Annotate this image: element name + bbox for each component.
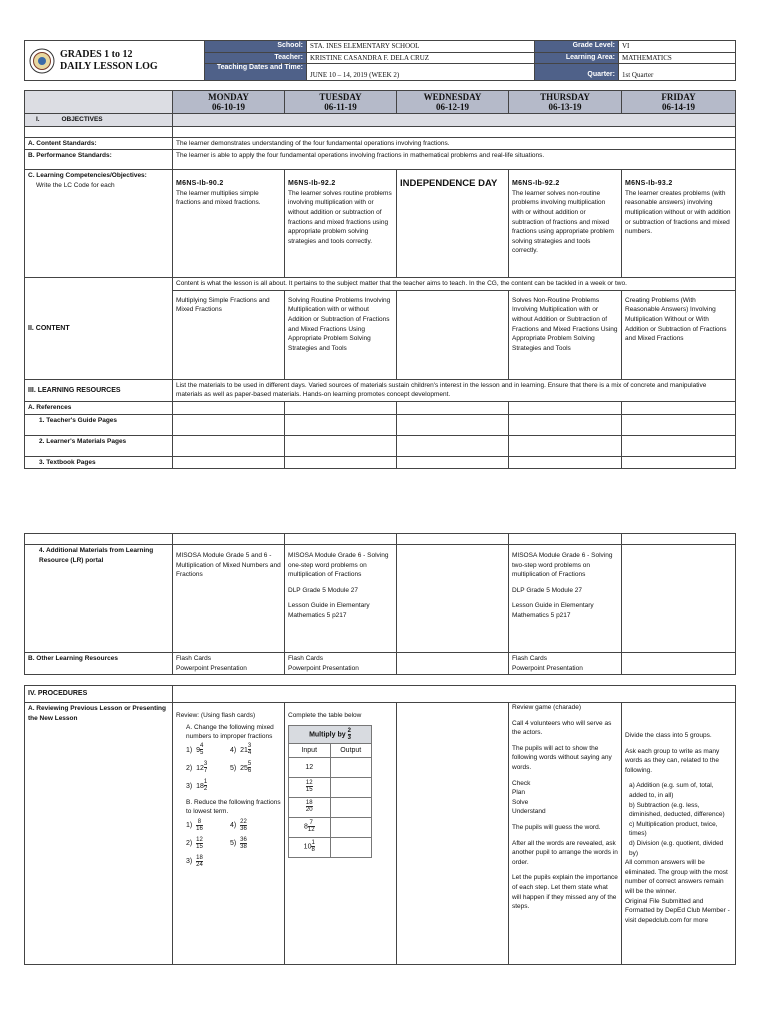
independence-day: INDEPENDENCE DAY [397, 170, 509, 278]
performance-standards-label: B. Performance Standards: [25, 150, 173, 170]
area-label: Learning Area: [535, 53, 619, 64]
lesson-table-page-1 [24, 90, 736, 469]
competencies-cell [25, 170, 173, 278]
day-head-thursday: THURSDAY 06-13-19 [509, 91, 622, 114]
day-head-friday: FRIDAY 06-14-19 [622, 91, 736, 114]
textbook-pages-label: 3. Textbook Pages [25, 456, 173, 469]
area-value: MATHEMATICS [619, 53, 736, 64]
day-head-wednesday: WEDNESDAY 06-12-19 [397, 91, 509, 114]
procedures-table [24, 685, 736, 965]
input-row: 12 [289, 757, 331, 777]
additional-materials-label: 4. Additional Materials from Learning Resource (LR) portal [25, 545, 173, 653]
input-row: 10 $\frac{1}{8}$ [289, 837, 331, 857]
other-thursday: Flash Cards Powerpoint Presentation [509, 653, 622, 675]
competencies-label: C. Learning Competencies/Objectives: [28, 172, 147, 180]
performance-standards-text: The learner is able to apply the four fundamental operations involving fractions in mathematical problems and real-life situations. [173, 150, 736, 170]
content-thursday: Solves Non-Routine Problems Involving Multiplication with or without Addition or Subtraction of Fractions and Mixed Fractions Using Appropriate Problem Solving Strategies and Tools [509, 290, 622, 379]
procedures-heading: IV. PROCEDURES [25, 686, 173, 703]
review-friday: Divide the class into 5 groups. Ask each group to write as many words as they can, related to the following. a) Addition (e.g. sum of, total, added to, in all) b) Subtraction (e.g. less, diminished, deducted, difference) c) Multiplication product, twice, times) d) Division (e.g. quotient, divided by) All common answers will be eliminated. The group with the most number of correct answers remain will be the winner. Original File Submitted and Formatted by DepEd Club Member - visit depedclub.com for more [622, 703, 736, 965]
output-header: Output [330, 743, 372, 757]
resources-note: List the materials to be used in different days. Varied sources of materials sustain children's interest in the lesson and in learning. Ensure that there is a mix of concrete and manipulative materials as well as paper-based materials. Hands-on learning promotes concept development. [173, 379, 736, 401]
resources-heading: III. LEARNING RESOURCES [25, 379, 173, 401]
input-row: $\frac{12}{15}$ [289, 777, 331, 797]
review-thursday: Review game (charade) Call 4 volunteers who will serve as the actors. The pupils will act to show the following words without saying any words. Check Plan Solve Understand The pupils will guess the word. After all the words are revealed, ask another pupil to arrange the words in order. Let the pupils explain the importance of each step. Let them state what will happen if they missed any of the steps. [509, 703, 622, 965]
content-wednesday [397, 290, 509, 379]
deped-seal-icon [29, 48, 55, 74]
header-logo-cell [25, 41, 205, 81]
multiply-table: Multiply by $\frac{2}{3}$ Input Output 12 $\frac{12}{15}$ $\frac{18}{20}$ 8 $\frac{7}{12}$ 10 $\frac{1}{8}$ [288, 725, 372, 858]
day-head-tuesday: TUESDAY 06-11-19 [285, 91, 397, 114]
school-label: School: [205, 41, 307, 53]
teacher-label: Teacher: [205, 53, 307, 64]
competencies-sub: Write the LC Code for each [36, 181, 115, 189]
title-line-1: GRADES 1 to 12 [60, 48, 133, 60]
other-resources-label: B. Other Learning Resources [25, 653, 173, 675]
quarter-label: Quarter: [535, 64, 619, 81]
content-heading: II. CONTENT [25, 278, 173, 380]
learners-materials-label: 2. Learner's Materials Pages [25, 435, 173, 456]
mixed-number-exercises: 1) 9 $\frac{4}{5}$ 4) 21 $\frac{3}{4}$ 2) 12 $\frac{3}{7}$ 5) 25 $\frac{5}{6}$ 3) 18 $\frac{1}{2}$ [186, 743, 252, 793]
objectives-heading: I. OBJECTIVES [25, 114, 173, 127]
title-line-2: DAILY LESSON LOG [60, 60, 158, 72]
teachers-guide-label: 1. Teacher's Guide Pages [25, 414, 173, 435]
input-row: 8 $\frac{7}{12}$ [289, 817, 331, 837]
school-value: STA. INES ELEMENTARY SCHOOL [307, 41, 535, 53]
corner-cell [25, 91, 173, 114]
grade-value: VI [619, 41, 736, 53]
competency-tuesday: M6NS-Ib-92.2 The learner solves routine problems involving multiplication with or without addition or subtraction of fractions and mixed fractions using appropriate problem solving strategies and tools correctly. [285, 170, 397, 278]
competency-monday: M6NS-Ib-90.2 The learner multiplies simple fractions and mixed fractions. [173, 170, 285, 278]
content-friday: Creating Problems (With Reasonable Answers) Involving Multiplication Without or With Addition or Subtraction of Fractions and Mixed Fractions [622, 290, 736, 379]
content-monday: Multiplying Simple Fractions and Mixed Fractions [173, 290, 285, 379]
other-monday: Flash Cards Powerpoint Presentation [173, 653, 285, 675]
competency-friday: M6NS-Ib-93.2 The learner creates problems (with reasonable answers) involving multiplication without or with addition or subtraction of fractions and mixed numbers. [622, 170, 736, 278]
dates-label: Teaching Dates and Time: [205, 64, 307, 81]
content-tuesday: Solving Routine Problems Involving Multiplication with or without Addition or Subtraction of Fractions and Mixed Fractions Using Appropriate Problem Solving Strategies and Tools [285, 290, 397, 379]
day-head-monday: MONDAY 06-10-19 [173, 91, 285, 114]
references-label: A. References [25, 401, 173, 414]
additional-thursday: MISOSA Module Grade 6 - Solving two-step word problems on multiplication of Fractions DLP Grade 5 Module 27 Lesson Guide in Elementary Mathematics 5 p217 [509, 545, 622, 653]
procedure-a-label: A. Reviewing Previous Lesson or Presenting the New Lesson [25, 703, 173, 965]
grade-label: Grade Level: [535, 41, 619, 53]
input-row: $\frac{18}{20}$ [289, 797, 331, 817]
competency-thursday: M6NS-Ib-92.2 The learner solves non-routine problems involving multiplication with or without addition or subtraction of fractions and mixed fractions using appropriate problem solving strategies and tools correctly. [509, 170, 622, 278]
review-tuesday: Complete the table below Multiply by $\frac{2}{3}$ Input Output 12 $\frac{12}{15}$ $\frac{18}{20}$ 8 $\frac{7}{12}$ 10 $\frac{1}{8}$ [285, 703, 397, 965]
teacher-value: KRISTINE CASANDRA F. DELA CRUZ [307, 53, 535, 64]
dates-value: JUNE 10 – 14, 2019 (WEEK 2) [307, 64, 535, 81]
quarter-value: 1st Quarter [619, 64, 736, 81]
reduce-fraction-exercises: 1) $\frac{8}{16}$ 4) $\frac{22}{36}$ 2) $\frac{12}{15}$ 5) $\frac{36}{38}$ 3) $\frac{18}{24}$ [186, 818, 247, 868]
other-tuesday: Flash Cards Powerpoint Presentation [285, 653, 397, 675]
lesson-table-page-2 [24, 533, 736, 675]
additional-monday: MISOSA Module Grade 5 and 6 - Multiplication of Mixed Numbers and Fractions [173, 545, 285, 653]
content-standards-label: A. Content Standards: [25, 137, 173, 150]
additional-tuesday: MISOSA Module Grade 6 - Solving one-step word problems on multiplication of Fractions DLP Grade 5 Module 27 Lesson Guide in Elementary Mathematics 5 p217 [285, 545, 397, 653]
review-monday: Review: (Using flash cards) A. Change the following mixed numbers to improper fractions 1) 9 $\frac{4}{5}$ 4) 21 $\frac{3}{4}$ 2) 12 $\frac{3}{7}$ 5) 25 $\frac{5}{6}$ 3) 18 $\frac{1}{2}$ B. Reduce the following fractions to lowest term. 1) $\frac{8}{16}$ 4) $\frac{22}{36}$ 2) $\frac{12}{15}$ 5) $\frac{36}{38}$ 3) $\frac{18}{24}$ [173, 703, 285, 965]
input-header: Input [289, 743, 331, 757]
header-table [24, 40, 736, 81]
content-note: Content is what the lesson is all about. It pertains to the subject matter that the teacher aims to teach. In the CG, the content can be tackled in a week or two. [173, 278, 736, 291]
content-standards-text: The learner demonstrates understanding of the four fundamental operations involving fractions. [173, 137, 736, 150]
